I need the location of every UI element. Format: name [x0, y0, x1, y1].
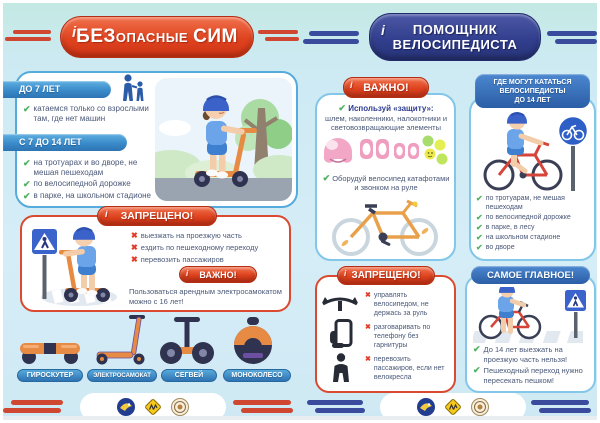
where-label-line: ГДЕ МОГУТ КАТАТЬСЯ: [493, 78, 572, 86]
vehicle-name: СЕГВЕЙ: [174, 372, 204, 379]
protective-gear-icon: [320, 131, 452, 169]
where-item: [476, 195, 590, 212]
decor-dash: [233, 400, 291, 405]
main-rule-item: [473, 345, 589, 364]
age-under7-label: ДО 7 ЛЕТ: [19, 84, 61, 94]
decor-dash: [547, 31, 597, 36]
check-icon: ✔: [476, 213, 483, 222]
decor-dash: [11, 400, 63, 405]
cross-icon: ✖: [131, 255, 138, 264]
rule-item: [23, 158, 159, 178]
where-item: [476, 214, 590, 223]
cross-icon: ✖: [365, 324, 371, 331]
decor-dash: [5, 37, 51, 41]
segway-icon: [159, 317, 215, 365]
vehicle-label: [17, 369, 83, 382]
forbidden-text: перевозить пассажиров: [140, 255, 224, 264]
rule-text: в парке, в лесу: [485, 224, 535, 231]
important-text: Пользоваться арендным электросамокатом можно с 16 лет!: [129, 287, 282, 306]
rule-text: по тротуарам, не мешая пешеходам: [485, 195, 565, 211]
decor-dash: [265, 37, 299, 41]
decor-dash: [258, 30, 298, 34]
forbidden-item: [131, 243, 287, 253]
important-banner: [179, 266, 257, 283]
adult-child-icon: [119, 74, 147, 101]
rule-text: во дворе: [485, 244, 515, 251]
rule-item: [23, 191, 163, 201]
crosswalk-sign-graphic: [31, 228, 58, 299]
left-title-banner: [60, 16, 254, 58]
hoverboard-icon: [19, 335, 81, 365]
age-7to14-label: С 7 ДО 14 ЛЕТ: [19, 137, 82, 147]
rule-text: по велосипедной дорожке: [485, 214, 571, 221]
crest-logo-icon: [171, 398, 189, 416]
decor-dash: [241, 408, 293, 413]
check-icon: ✔: [23, 158, 31, 168]
cross-icon: ✖: [131, 243, 138, 252]
check-icon: ✔: [476, 223, 483, 232]
road-sign-logo-icon: [144, 398, 162, 416]
vehicle-label: [223, 369, 291, 382]
check-icon: ✔: [23, 104, 31, 114]
vehicle-name: МОНОКОЛЕСО: [231, 372, 283, 379]
info-icon: i: [72, 24, 77, 41]
rule-text: Пешеходный переход нужно пересекать пешком!: [483, 366, 583, 385]
kid-graphic: [507, 112, 541, 171]
rule-text: в парке, на школьном стадионе: [33, 191, 152, 200]
bird-logo-icon: [117, 398, 135, 416]
rule-text: шлем, наколенники, налокотники и световозвращающие элементы: [324, 114, 448, 132]
decor-dash: [309, 31, 359, 36]
main-rule-label: САМОЕ ГЛАВНОЕ!: [486, 269, 575, 281]
illustration-kid-on-bike: [473, 111, 591, 193]
illustration-kid-on-scooter-park: [155, 78, 292, 201]
handlebar-icon: [320, 290, 360, 312]
rule-item: [23, 179, 159, 189]
gear-important-banner: [343, 77, 429, 98]
decor-dash: [555, 39, 597, 44]
info-icon: i: [186, 269, 189, 278]
cross-icon: ✖: [131, 231, 138, 240]
rule-text: на тротуарах и во дворе, не мешая пешеходам: [33, 158, 138, 177]
age-7to14-banner: [3, 134, 127, 151]
crosswalk-sign-graphic: [564, 289, 587, 338]
vehicle-name: ЭЛЕКТРОСАМОКАТ: [93, 372, 151, 379]
bike-forbidden-banner: [337, 266, 435, 285]
decor-dash: [13, 30, 51, 34]
page-title-line: ПОМОЩНИК: [412, 22, 498, 37]
crest-logo-icon: [471, 398, 489, 416]
gear-rule-2: [321, 173, 451, 192]
decor-dash: [315, 408, 365, 413]
where-item: [476, 234, 590, 243]
check-icon: ✔: [476, 194, 483, 203]
info-icon: i: [344, 269, 347, 278]
check-icon: ✔: [23, 179, 31, 189]
gear-rule-1: [321, 103, 451, 132]
where-label-line: ВЕЛОСИПЕДИСТЫ: [499, 87, 566, 95]
bike-forbidden-label: ЗАПРЕЩЕНО!: [351, 270, 421, 281]
check-icon: ✔: [473, 344, 481, 354]
important-label: ВАЖНО!: [199, 269, 237, 280]
decor-dash: [531, 400, 589, 405]
cross-icon: ✖: [365, 292, 371, 299]
electric-scooter-icon: [93, 313, 147, 365]
illustration-kid-scooter-crosswalk: [29, 224, 121, 308]
forbidden-item: [131, 255, 287, 265]
info-icon: i: [105, 209, 108, 219]
main-rule-item: [473, 366, 589, 385]
rule-item: [23, 104, 155, 124]
rule-text: катаемся только со взрослыми там, где нет машин: [33, 104, 149, 123]
page-title-part: БЕЗ: [76, 26, 116, 47]
bike-forbidden-item: [365, 355, 453, 382]
rule-text-bold: Используй «защиту»:: [348, 104, 434, 113]
check-icon: ✔: [473, 365, 481, 375]
rule-text: по велосипедной дорожке: [33, 179, 131, 188]
forbidden-label: ЗАПРЕЩЕНО!: [120, 210, 194, 222]
age-under7-banner: [3, 81, 111, 98]
forbidden-banner: [97, 206, 217, 226]
bicycle-icon: [325, 197, 447, 257]
check-icon: ✔: [476, 243, 483, 252]
forbidden-text: ездить по пешеходному переходу: [140, 243, 259, 252]
info-icon: i: [350, 80, 353, 90]
decor-dash: [303, 39, 359, 44]
forbidden-text: разговаривать по телефону без гарнитуры: [373, 324, 431, 349]
decor-dash: [3, 408, 61, 413]
bike-forbidden-item: [365, 291, 453, 318]
page-title-part: СИМ: [193, 26, 238, 47]
phone-icon: [328, 319, 354, 349]
vehicle-name: ГИРОСКУТЕР: [26, 372, 74, 379]
monowheel-icon: [231, 317, 275, 365]
where-banner: [475, 74, 590, 108]
illustration-kid-walking-bike-crosswalk: [469, 287, 592, 343]
right-title-banner: [369, 13, 541, 61]
decor-dash: [307, 400, 363, 405]
rule-text: До 14 лет выезжать на проезжую часть нельзя!: [483, 345, 568, 364]
rule-text: на школьном стадионе: [485, 234, 561, 241]
page-title-line: ВЕЛОСИПЕДИСТА: [392, 37, 518, 52]
page-title-part: ОПАСНЫЕ: [115, 29, 189, 45]
info-icon: i: [381, 22, 385, 38]
where-label-line: ДО 14 ЛЕТ: [514, 96, 551, 104]
rule-text: Оборудуй велосипед катафотами и звонком на руле: [332, 174, 450, 192]
forbidden-text: перевозить пассажиров, если нет велокресла: [373, 356, 445, 381]
check-icon: ✔: [322, 173, 331, 183]
check-icon: ✔: [338, 103, 346, 113]
main-rule-banner: [471, 266, 590, 284]
bike-path-sign-graphic: [558, 116, 588, 191]
vehicle-label: [87, 369, 157, 382]
check-icon: ✔: [476, 233, 483, 242]
page-edge: [3, 416, 600, 420]
where-item: [476, 244, 590, 253]
check-icon: ✔: [23, 191, 31, 201]
road-sign-logo-icon: [444, 398, 462, 416]
cross-icon: ✖: [365, 356, 371, 363]
forbidden-item: [131, 231, 287, 241]
bird-logo-icon: [417, 398, 435, 416]
forbidden-text: управлять велосипедом, не держась за руль: [373, 292, 429, 317]
vehicle-label: [161, 369, 217, 382]
bike-forbidden-item: [365, 323, 453, 350]
where-item: [476, 224, 590, 233]
forbidden-text: выезжать на проезжую часть: [140, 231, 242, 240]
decor-dash: [539, 408, 591, 413]
passenger-icon: [330, 353, 352, 383]
gear-important-label: ВАЖНО!: [363, 81, 409, 94]
